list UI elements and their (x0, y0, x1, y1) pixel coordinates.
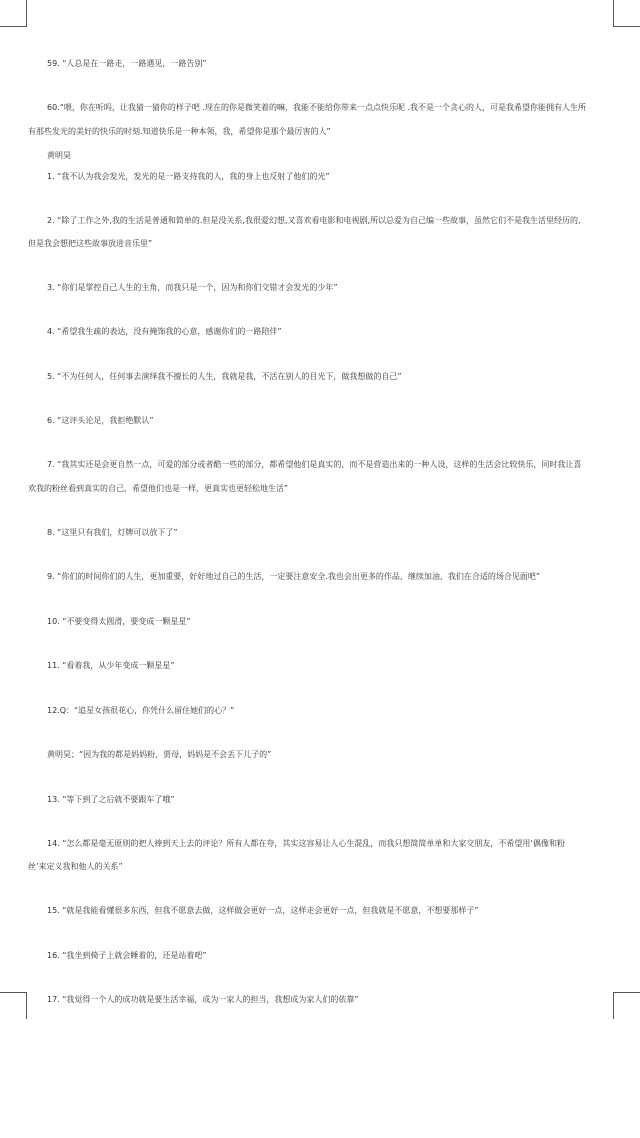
quote-line: 14. “怎么都是毫无原则的把人捧到天上去的评论？所有人都在夸，其实这容易让人心生混乱，而我只想简简单单和大家交朋友，不希望用‘偶像和粉 (47, 839, 565, 848)
quote-line: 6. “这评头论足，我拒绝默认” (47, 416, 154, 425)
quote-line: 4. “希望我生疏的表达，没有掩饰我的心意，感谢你们的一路陪伴” (47, 327, 282, 336)
crop-mark-bottom-right (613, 992, 640, 1019)
quote-line: 黄明昊；“因为我的都是妈妈粉，贾母，妈妈是不会丢下儿子的” (47, 750, 272, 759)
quote-line: 9. “你们的时间你们的人生，更加重要，好好地过自己的生活，一定要注意安全.我也会出更多的作品，继续加油，我们在合适的场合见面吧” (47, 572, 541, 581)
quote-line: 1. “我不认为我会发光，发光的是一路支持我的人，我的身上也反射了他们的光” (47, 172, 330, 181)
crop-mark-top-right (613, 0, 640, 27)
quote-line: 丝’来定义我和他人的关系” (28, 862, 123, 871)
quote-line: 5. “不为任何人，任何事去演绎我不擅长的人生，我就是我，不活在别人的目光下，做我想做的自己” (47, 372, 402, 381)
crop-mark-bottom-left (0, 992, 27, 1019)
quote-line: 欢我的粉丝看到真实的自己，希望他们也是一样，更真实也更轻松地生活” (28, 484, 289, 493)
quote-line: 16. “我坐到椅子上就会睡着的，还是站着吧” (47, 951, 207, 960)
crop-mark-top-left (0, 0, 27, 27)
quote-line: 11. “看着我，从少年变成一颗星星” (47, 661, 175, 670)
quote-line: 59. “人总是在一路走，一路遇见，一路告别” (47, 59, 207, 68)
quote-line: 但是我会想把这些故事放进音乐里” (28, 239, 153, 248)
quote-line: 3. “你们是掌控自己人生的主角，而我只是一个，因为和你们交错才会发光的少年” (47, 283, 338, 292)
quote-line: 17. “我觉得一个人的成功就是要生活幸福，成为一家人的担当，我想成为家人们的依靠” (47, 995, 359, 1004)
section-heading: 黄明昊 (47, 151, 71, 160)
quote-line: 12.Q：“追星女孩很花心，你凭什么留住她们的心？” (47, 706, 235, 715)
quote-line: 有那些发光的美好的快乐的时刻.知道快乐是一种本领，我，希望你是那个最厉害的人” (28, 127, 331, 136)
quote-line: 15. “就是我能看懂很多东西，但我不愿意去做，这样做会更好一点，这样走会更好一点，但我就是不愿意，不想要那样子” (47, 906, 479, 915)
quote-line: 8. “这里只有我们，灯牌可以放下了” (47, 528, 178, 537)
quote-line: 7. “我其实还是会更自然一点，可爱的部分或者酷一些的部分，都希望他们是真实的，而不是营造出来的一种人设，这样的生活会比较快乐，同时我让喜 (47, 460, 582, 469)
quote-line: 60.“喂，你在听吗，让我猜一猜你的样子吧 .现在的你是微笑着的嘛，我能不能给你带来一点点快乐呢 .我不是一个贪心的人，可是我希望你能拥有人生所 (47, 103, 587, 112)
quote-line: 10. “不要变得太圆滑，要变成一颗星星” (47, 617, 191, 626)
quote-line: 2. “除了工作之外,我的生活是普通和简单的.但是没关系,我很爱幻想,又喜欢看电影和电视剧,所以总爱为自己编一些故事，虽然它们不是我生活里经历的, (47, 216, 581, 225)
quote-line: 13. “等下到了之后就不要跟车了哦” (47, 795, 175, 804)
